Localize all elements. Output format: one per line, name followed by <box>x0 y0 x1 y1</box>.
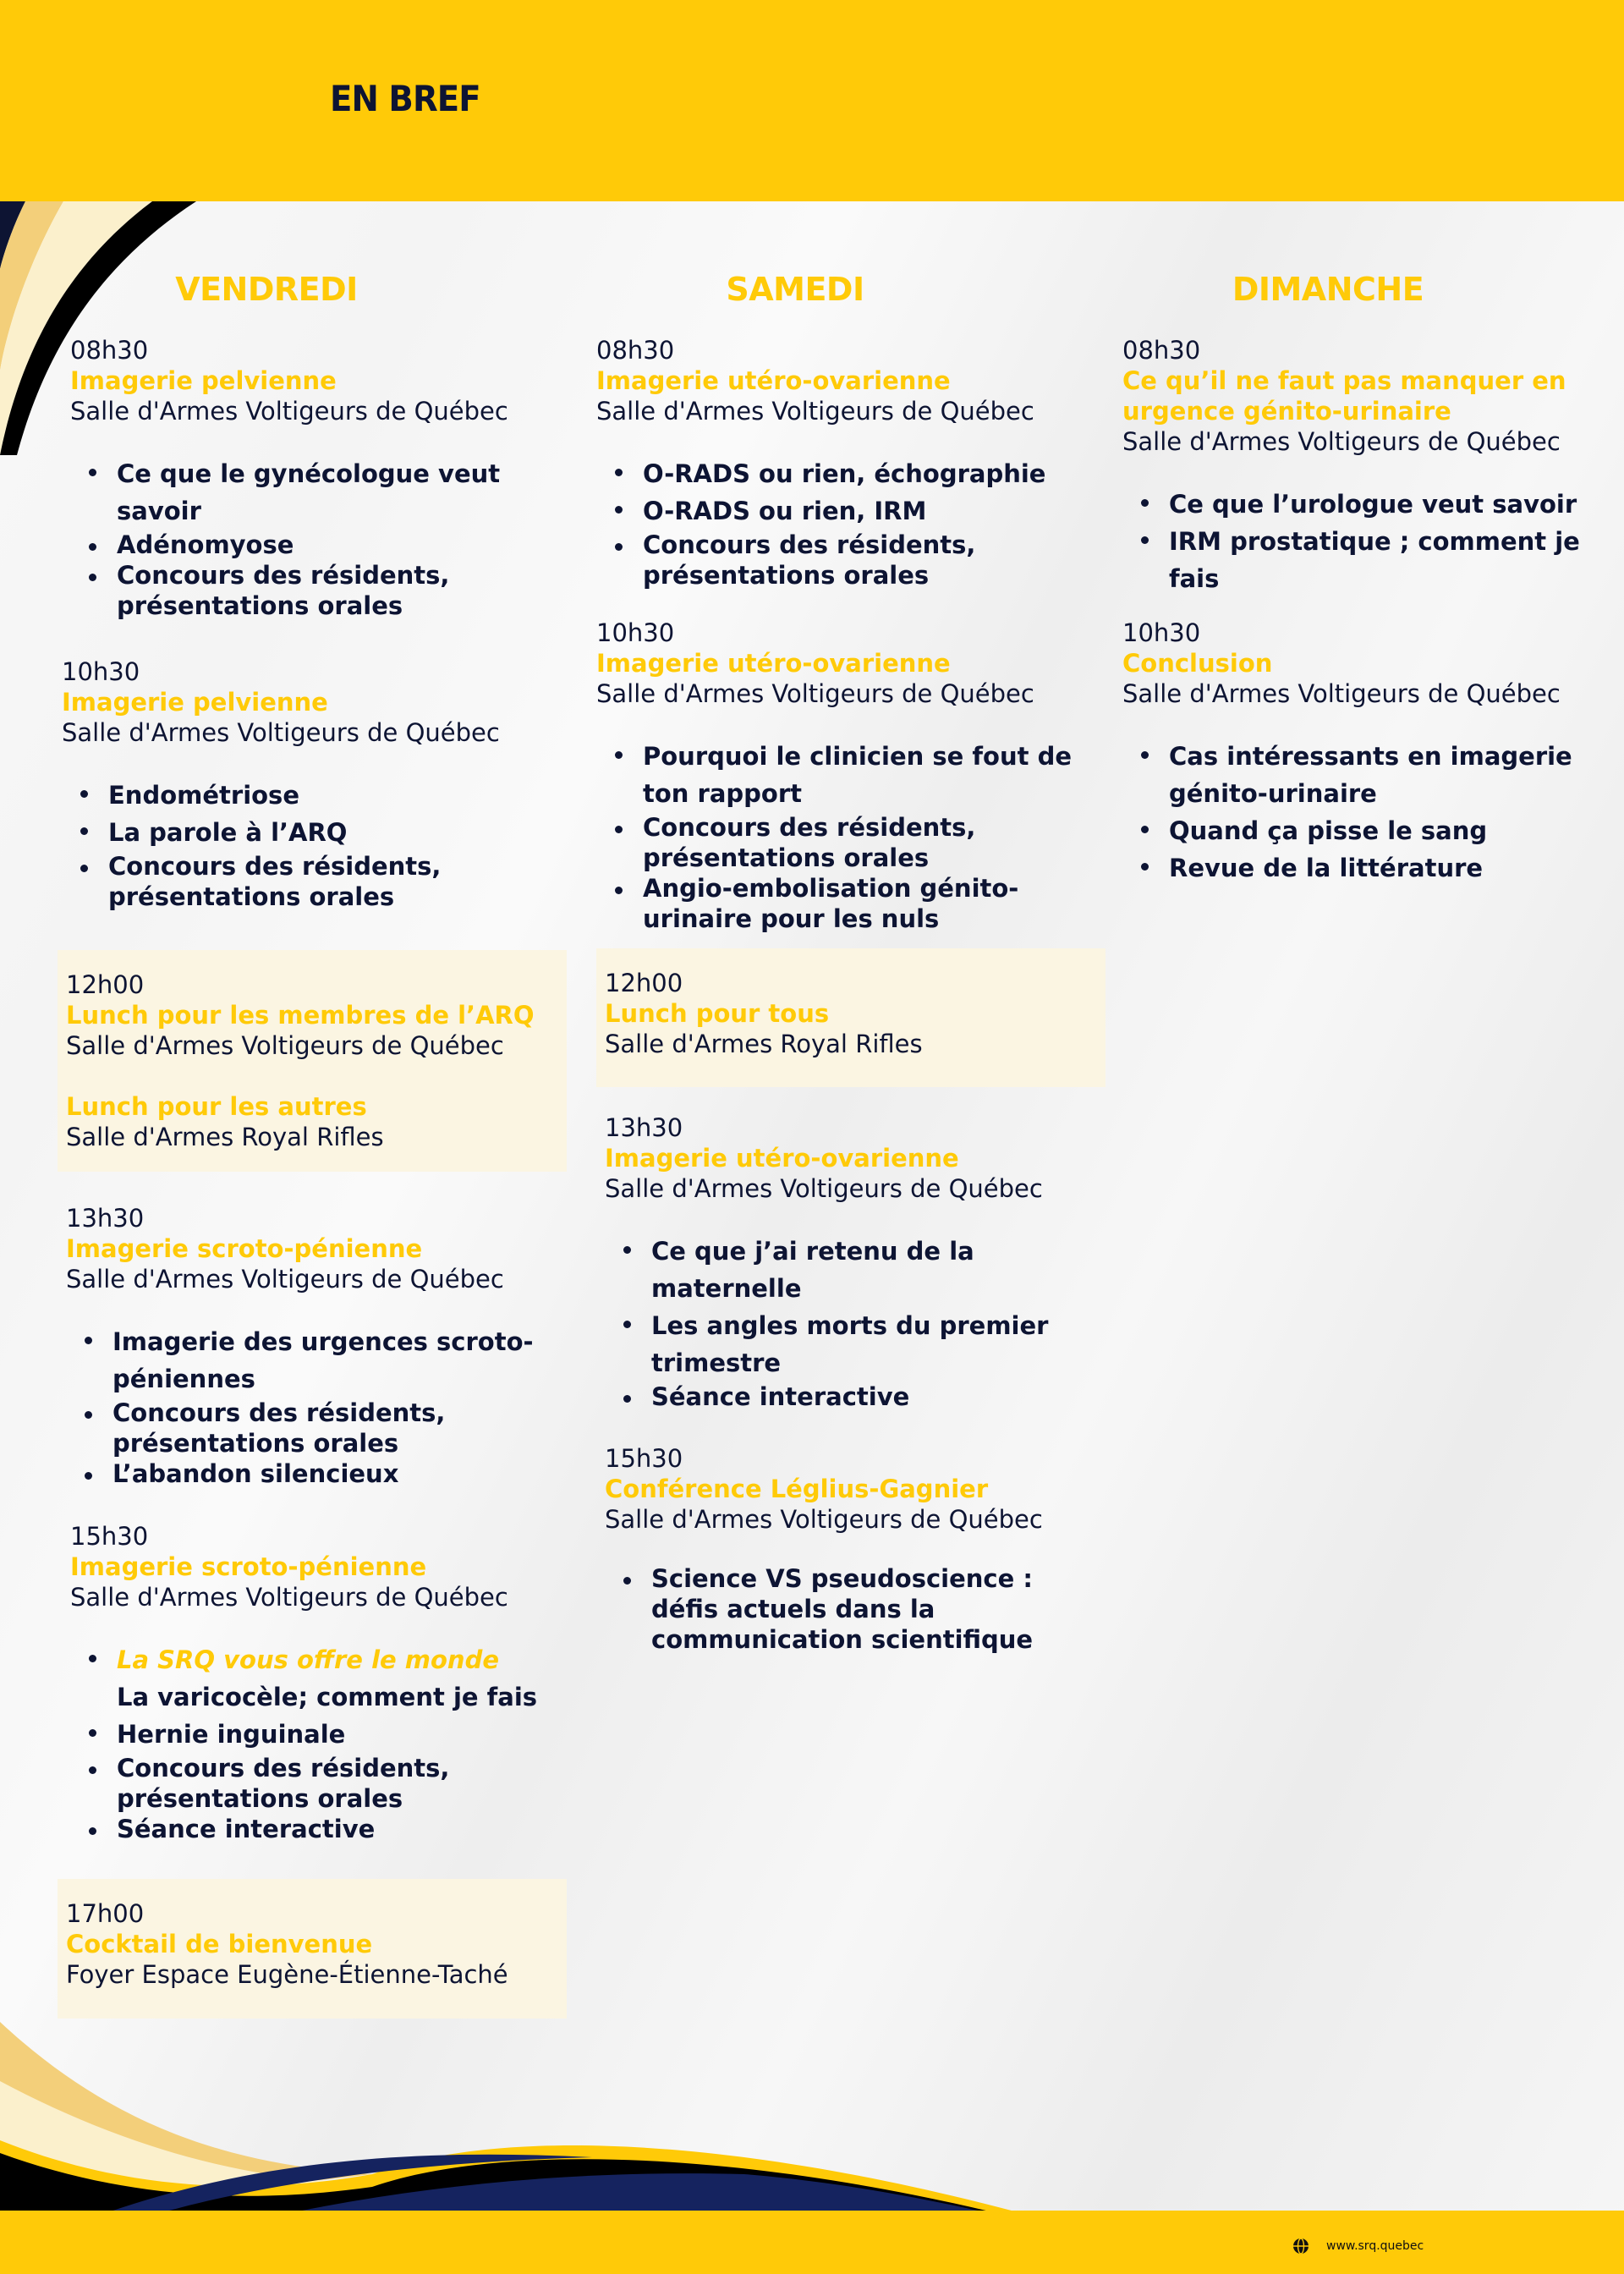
topic-item: Séance interactive <box>70 1814 578 1844</box>
event-sat-0830 <box>596 335 1112 590</box>
topic-item: Endométriose <box>62 777 569 814</box>
event-room: Salle d'Armes Voltigeurs de Québec <box>70 1583 508 1612</box>
event-room: Salle d'Armes Voltigeurs de Québec <box>605 1505 1043 1534</box>
event-room: Salle d'Armes Voltigeurs de Québec <box>1122 427 1561 456</box>
topic-item: O-RADS ou rien, échographie <box>596 455 1112 492</box>
event-topics <box>596 455 1112 590</box>
day-title-dimanche: DIMANCHE <box>1232 271 1424 308</box>
topic-item: Imagerie des urgences scroto-péniennes <box>66 1323 573 1398</box>
topic-item: Concours des résidents, présentations orales <box>62 851 569 912</box>
event-time: 13h30 <box>605 1113 683 1142</box>
topic-item: Séance interactive <box>605 1381 1112 1412</box>
event-title: Imagerie utéro-ovarienne <box>596 366 951 395</box>
event-fri-0830 <box>70 335 578 621</box>
topic-item: Science VS pseudoscience : défis actuels dans la communication scientifique <box>605 1563 1062 1655</box>
topic-item: Les angles morts du premier trimestre <box>605 1307 1112 1381</box>
topic-item: Hernie inguinale <box>70 1716 578 1753</box>
event-room: Salle d'Armes Voltigeurs de Québec <box>1122 679 1561 708</box>
event-topics <box>70 455 578 621</box>
event-topics <box>605 1233 1112 1412</box>
event-topics <box>605 1563 1062 1655</box>
topic-item: Ce que le gynécologue veut savoir <box>70 455 578 530</box>
event-sat-1530 <box>605 1443 1112 1655</box>
globe-icon <box>1292 2238 1309 2255</box>
event-time: 15h30 <box>605 1444 683 1473</box>
event-fri-1330 <box>66 1203 573 1489</box>
event-room: Salle d'Armes Voltigeurs de Québec <box>66 1031 504 1060</box>
event-title: Imagerie utéro-ovarienne <box>596 649 951 678</box>
event-sat-1330 <box>605 1112 1112 1412</box>
event-title: Imagerie pelvienne <box>70 366 337 395</box>
event-time: 08h30 <box>70 336 149 365</box>
event-room-secondary: Salle d'Armes Royal Rifles <box>66 1123 384 1151</box>
event-time: 13h30 <box>66 1204 145 1233</box>
topic-item: IRM prostatique ; comment je fais <box>1122 523 1621 597</box>
event-room: Salle d'Armes Voltigeurs de Québec <box>596 679 1034 708</box>
event-fri-1530 <box>70 1521 578 1844</box>
event-time: 08h30 <box>1122 336 1201 365</box>
event-room: Foyer Espace Eugène-Étienne-Taché <box>66 1960 508 1989</box>
topic-item: Angio-embolisation génito-urinaire pour les nuls <box>596 873 1112 934</box>
event-time: 15h30 <box>70 1522 149 1551</box>
event-topics <box>1122 486 1621 597</box>
event-title-secondary: Lunch pour les autres <box>66 1092 367 1121</box>
topic-item: Quand ça pisse le sang <box>1122 812 1621 849</box>
event-time: 10h30 <box>62 657 140 686</box>
topic-item: Pourquoi le clinicien se fout de ton rapport <box>596 738 1112 812</box>
event-room: Salle d'Armes Voltigeurs de Québec <box>70 397 508 426</box>
event-topics <box>70 1641 578 1844</box>
event-time: 17h00 <box>66 1899 145 1928</box>
event-room: Salle d'Armes Voltigeurs de Québec <box>596 397 1034 426</box>
event-title: Imagerie scroto-pénienne <box>66 1234 423 1263</box>
event-title: Conférence Léglius-Gagnier <box>605 1475 989 1503</box>
event-topics <box>1122 738 1621 887</box>
event-fri-1200 <box>66 969 573 1152</box>
topic-item: Revue de la littérature <box>1122 849 1621 887</box>
event-time: 10h30 <box>596 618 675 647</box>
decorative-wave-bottom <box>0 2013 1624 2216</box>
event-time: 12h00 <box>605 969 683 997</box>
topic-item: Cas intéressants en imagerie génito-urinaire <box>1122 738 1621 812</box>
topic-item: Concours des résidents, présentations orales <box>66 1398 573 1458</box>
day-title-vendredi: VENDREDI <box>175 271 358 308</box>
event-topics <box>66 1323 573 1489</box>
event-room: Salle d'Armes Voltigeurs de Québec <box>605 1174 1043 1203</box>
topic-item: O-RADS ou rien, IRM <box>596 492 1112 530</box>
event-fri-1700 <box>66 1898 590 1990</box>
event-room: Salle d'Armes Royal Rifles <box>605 1030 923 1058</box>
event-time: 10h30 <box>1122 618 1201 647</box>
page-title: EN BREF <box>330 78 480 119</box>
event-time: 12h00 <box>66 970 145 999</box>
event-time: 08h30 <box>596 336 675 365</box>
topic-item: Adénomyose <box>70 530 578 560</box>
event-title: Ce qu’il ne faut pas manquer en urgence génito-urinaire <box>1122 366 1566 426</box>
event-topics <box>596 738 1112 934</box>
topic-item: Concours des résidents, présentations orales <box>596 812 1112 873</box>
header-band <box>0 0 1624 201</box>
event-title: Imagerie utéro-ovarienne <box>605 1144 959 1173</box>
day-title-samedi: SAMEDI <box>726 271 864 308</box>
event-title: Lunch pour tous <box>605 999 830 1028</box>
event-title: Cocktail de bienvenue <box>66 1930 373 1958</box>
event-sat-1200 <box>605 968 1112 1059</box>
event-title: Conclusion <box>1122 649 1273 678</box>
event-sun-1030 <box>1122 618 1621 887</box>
topic-item: L’abandon silencieux <box>66 1458 573 1489</box>
event-topics <box>62 777 569 912</box>
topic-item: La varicocèle; comment je fais <box>117 1683 538 1711</box>
event-sat-1030 <box>596 618 1112 934</box>
topic-item-featured: La SRQ vous offre le monde <box>70 1641 578 1678</box>
topic-item: Ce que j’ai retenu de la maternelle <box>605 1233 1112 1307</box>
topic-item: Concours des résidents, présentations orales <box>596 530 1112 590</box>
topic-item: Concours des résidents, présentations orales <box>70 560 578 621</box>
event-fri-1030 <box>62 656 569 912</box>
website-link[interactable] <box>1292 2238 1424 2255</box>
event-room: Salle d'Armes Voltigeurs de Québec <box>62 718 500 747</box>
event-room: Salle d'Armes Voltigeurs de Québec <box>66 1265 504 1294</box>
topic-item: Concours des résidents, présentations orales <box>70 1753 578 1814</box>
topic-item: La parole à l’ARQ <box>62 814 569 851</box>
topic-item: Ce que l’urologue veut savoir <box>1122 486 1621 523</box>
event-title: Lunch pour les membres de l’ARQ <box>66 1001 535 1030</box>
event-title: Imagerie scroto-pénienne <box>70 1552 427 1581</box>
website-url[interactable]: www.srq.quebec <box>1326 2239 1424 2253</box>
event-title: Imagerie pelvienne <box>62 688 328 717</box>
event-sun-0830 <box>1122 335 1621 597</box>
